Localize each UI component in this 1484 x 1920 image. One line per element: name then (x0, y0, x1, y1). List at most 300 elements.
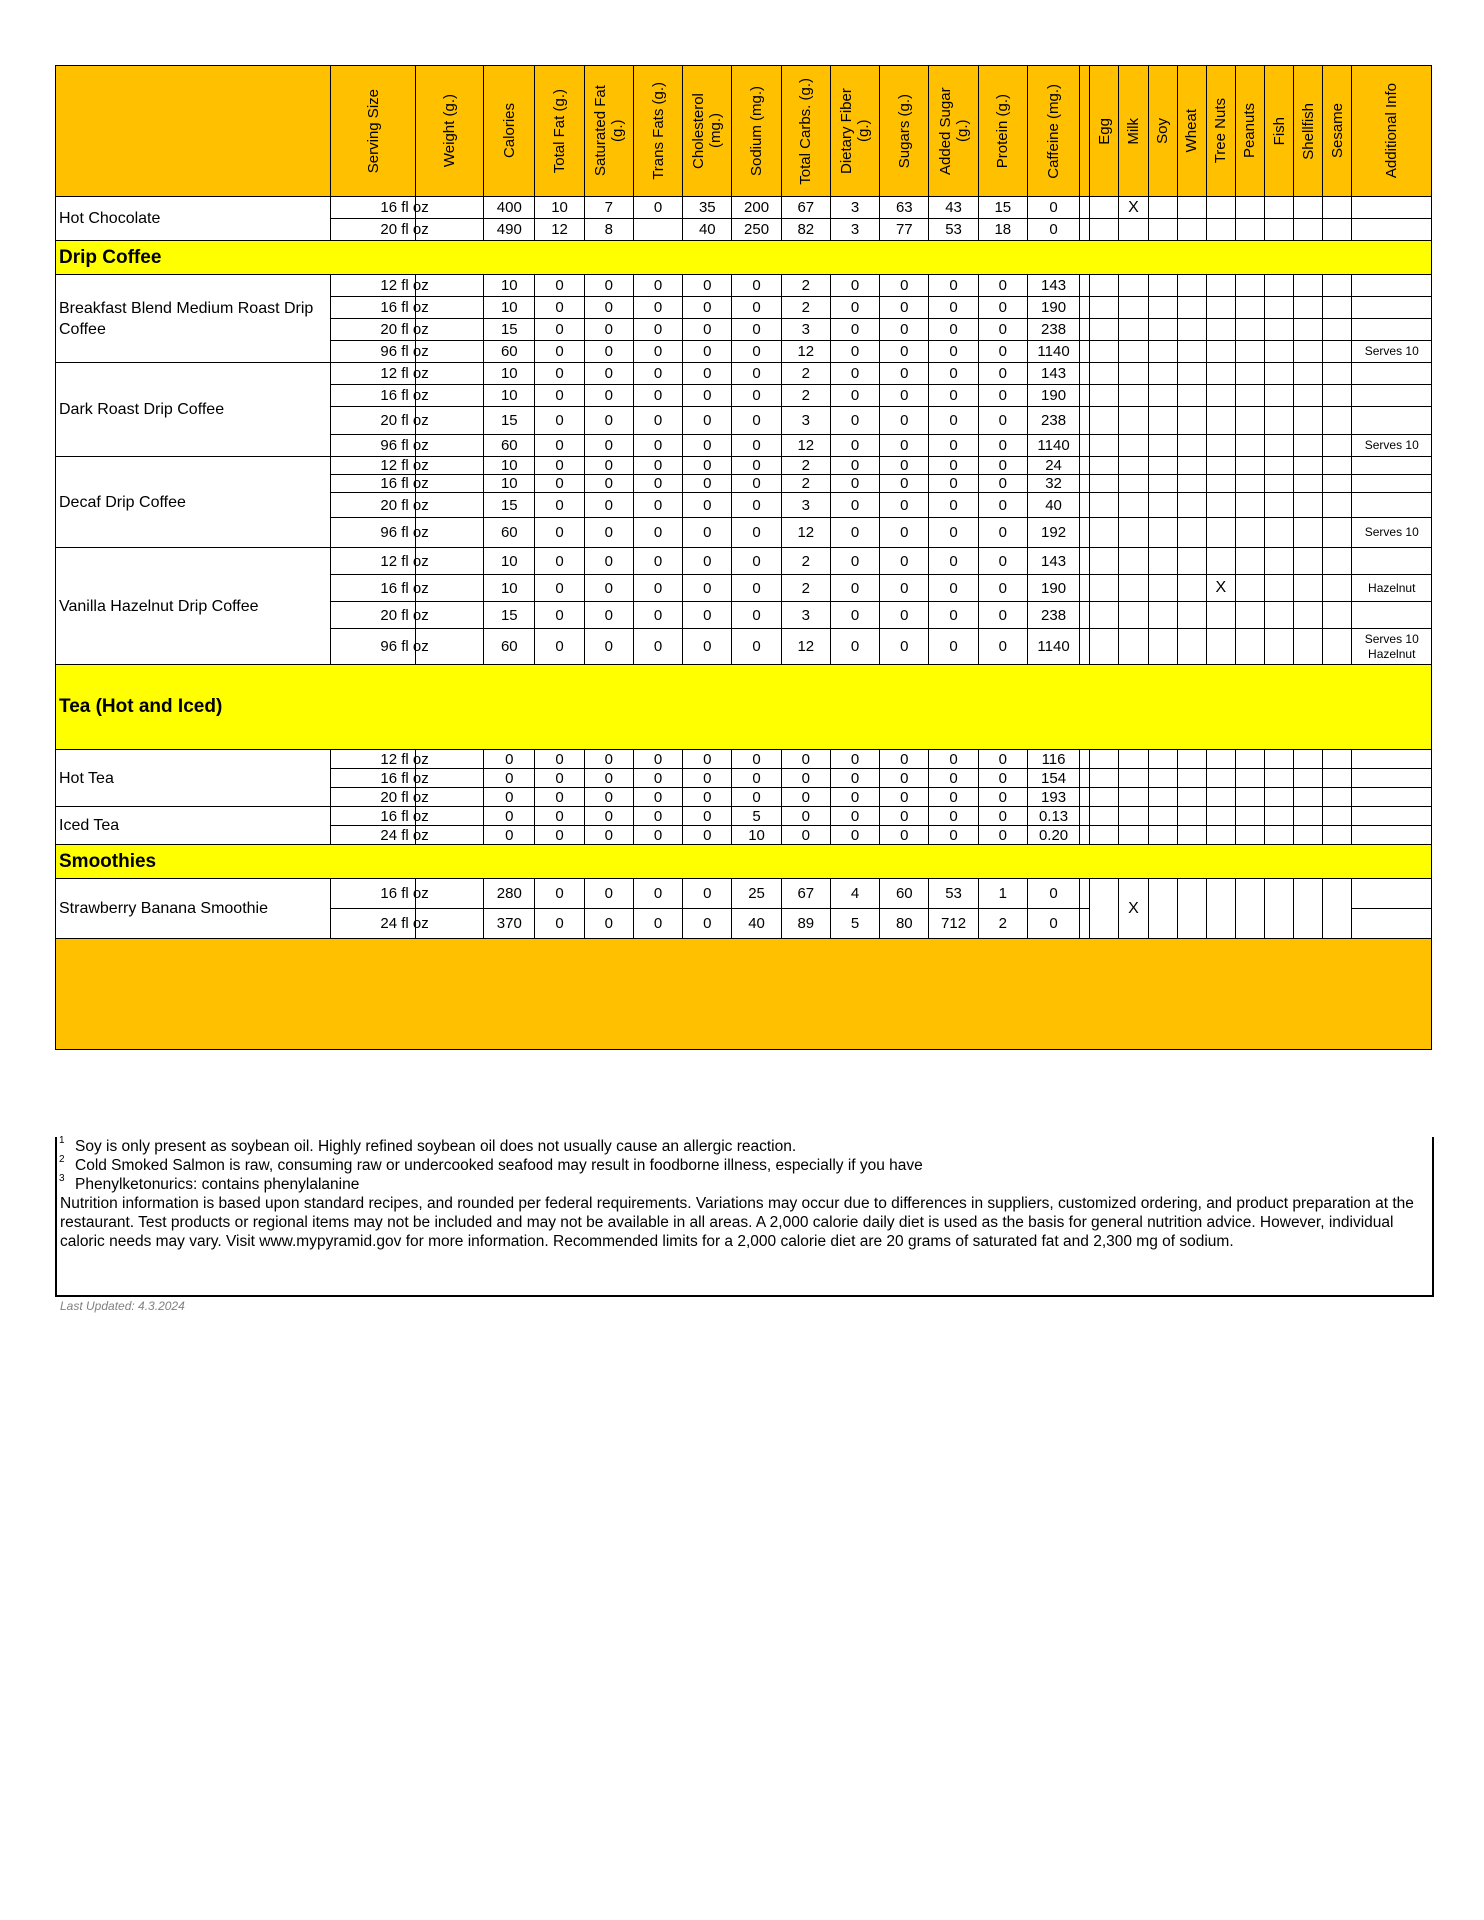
allergen-soy (1148, 407, 1177, 435)
cell-chol: 0 (683, 457, 732, 475)
cell-sod: 0 (732, 319, 781, 341)
cell-carb: 2 (781, 275, 830, 297)
allergen-soy (1148, 363, 1177, 385)
cell-chol: 0 (683, 407, 732, 435)
allergen-egg (1090, 879, 1119, 939)
product-name: Dark Roast Drip Coffee (56, 363, 331, 457)
cell-cal: 60 (484, 518, 535, 548)
cell-fib: 0 (830, 275, 879, 297)
footnote-2 (57, 1156, 1432, 1175)
allergen-shellfish (1294, 457, 1323, 475)
cell-caf: 24 (1027, 457, 1079, 475)
cell-sat: 0 (584, 788, 633, 807)
allergen-wheat (1177, 319, 1206, 341)
spacer-cell (1080, 493, 1090, 518)
footnote-1-text: Soy is only present as soybean oil. Highly refined soybean oil does not usually cause an allergic reaction. (75, 1138, 797, 1155)
allergen-milk (1119, 407, 1148, 435)
orange-band (56, 939, 1432, 1050)
cell-add: 0 (929, 629, 978, 665)
footnote-1 (57, 1137, 1432, 1156)
allergen-peanuts (1235, 297, 1264, 319)
allergen-treenuts (1206, 548, 1235, 575)
cell-chol: 0 (683, 575, 732, 602)
cell-sat: 0 (584, 493, 633, 518)
allergen-wheat (1177, 493, 1206, 518)
cell-fat: 0 (535, 297, 584, 319)
allergen-fish (1265, 548, 1294, 575)
cell-sat: 0 (584, 575, 633, 602)
allergen-shellfish (1294, 197, 1323, 219)
cell-add: 0 (929, 341, 978, 363)
cell-pro: 2 (978, 909, 1027, 939)
allergen-treenuts (1206, 493, 1235, 518)
cell-sod: 0 (732, 407, 781, 435)
cell-carb: 2 (781, 385, 830, 407)
cell-fib: 5 (830, 909, 879, 939)
cell-pro: 0 (978, 769, 1027, 788)
cell-add: 0 (929, 602, 978, 629)
cell-add: 0 (929, 475, 978, 493)
cell-trans: 0 (633, 807, 682, 826)
allergen-shellfish (1294, 341, 1323, 363)
additional-info-cell (1352, 909, 1432, 939)
allergen-milk (1119, 319, 1148, 341)
orange-band-row (56, 939, 1432, 1050)
allergen-fish (1265, 275, 1294, 297)
cell-sat: 0 (584, 602, 633, 629)
cell-caf: 154 (1027, 769, 1079, 788)
allergen-wheat (1177, 548, 1206, 575)
allergen-egg (1090, 219, 1119, 241)
allergen-peanuts (1235, 475, 1264, 493)
cell-trans: 0 (633, 319, 682, 341)
cell-trans: 0 (633, 788, 682, 807)
allergen-sesame (1323, 435, 1352, 457)
cell-add: 0 (929, 319, 978, 341)
allergen-egg (1090, 407, 1119, 435)
allergen-sesame (1323, 407, 1352, 435)
cell-cal: 15 (484, 602, 535, 629)
cell-fib: 0 (830, 475, 879, 493)
product-name: Vanilla Hazelnut Drip Coffee (56, 548, 331, 665)
table-row (56, 275, 1432, 297)
allergen-treenuts (1206, 385, 1235, 407)
allergen-milk (1119, 363, 1148, 385)
cell-cal: 15 (484, 493, 535, 518)
cell-sod: 10 (732, 826, 781, 845)
allergen-shellfish (1294, 548, 1323, 575)
allergen-treenuts (1206, 297, 1235, 319)
allergen-wheat (1177, 385, 1206, 407)
allergen-egg (1090, 297, 1119, 319)
allergen-wheat (1177, 475, 1206, 493)
cell-cal: 10 (484, 297, 535, 319)
cell-pro: 0 (978, 341, 1027, 363)
serving-size-cell: 16 fl oz (331, 197, 415, 219)
allergen-milk (1119, 629, 1148, 665)
allergen-fish (1265, 807, 1294, 826)
section-row-tea (56, 665, 1432, 750)
cell-cal: 400 (484, 197, 535, 219)
cell-chol: 0 (683, 826, 732, 845)
cell-cal: 15 (484, 407, 535, 435)
cell-fib: 0 (830, 548, 879, 575)
cell-chol: 40 (683, 219, 732, 241)
allergen-wheat (1177, 197, 1206, 219)
allergen-soy (1148, 879, 1177, 939)
table-row (56, 807, 1432, 826)
cell-sug: 0 (880, 629, 929, 665)
cell-chol: 35 (683, 197, 732, 219)
allergen-fish (1265, 341, 1294, 363)
allergen-treenuts (1206, 750, 1235, 769)
col-sesame: Sesame (1323, 66, 1352, 197)
allergen-sesame (1323, 297, 1352, 319)
allergen-treenuts (1206, 197, 1235, 219)
allergen-soy (1148, 788, 1177, 807)
serving-size-cell: 24 fl oz (331, 909, 415, 939)
cell-carb: 2 (781, 548, 830, 575)
cell-fib: 0 (830, 518, 879, 548)
cell-trans: 0 (633, 629, 682, 665)
cell-add: 0 (929, 788, 978, 807)
cell-sat: 0 (584, 807, 633, 826)
cell-fib: 0 (830, 493, 879, 518)
cell-caf: 190 (1027, 575, 1079, 602)
cell-sod: 0 (732, 769, 781, 788)
cell-add: 0 (929, 407, 978, 435)
cell-caf: 32 (1027, 475, 1079, 493)
allergen-wheat (1177, 457, 1206, 475)
cell-fib: 0 (830, 407, 879, 435)
cell-carb: 2 (781, 475, 830, 493)
serving-size-cell: 16 fl oz (331, 807, 415, 826)
cell-fat: 0 (535, 493, 584, 518)
cell-sod: 0 (732, 457, 781, 475)
cell-pro: 0 (978, 629, 1027, 665)
allergen-sesame (1323, 548, 1352, 575)
cell-sod: 0 (732, 548, 781, 575)
allergen-shellfish (1294, 435, 1323, 457)
allergen-peanuts (1235, 807, 1264, 826)
allergen-shellfish (1294, 602, 1323, 629)
cell-caf: 238 (1027, 602, 1079, 629)
cell-fat: 0 (535, 363, 584, 385)
spacer-cell (1080, 363, 1090, 385)
footnote-2-marker: 2 (59, 1154, 65, 1165)
product-name: Strawberry Banana Smoothie (56, 879, 331, 939)
allergen-treenuts: X (1206, 575, 1235, 602)
cell-sat: 0 (584, 407, 633, 435)
cell-sat: 0 (584, 457, 633, 475)
cell-fib: 4 (830, 879, 879, 909)
cell-sat: 0 (584, 909, 633, 939)
cell-pro: 15 (978, 197, 1027, 219)
cell-caf: 1140 (1027, 341, 1079, 363)
additional-info-cell (1352, 769, 1432, 788)
allergen-wheat (1177, 575, 1206, 602)
cell-chol: 0 (683, 435, 732, 457)
cell-cal: 280 (484, 879, 535, 909)
header-blank (56, 66, 331, 197)
allergen-milk (1119, 575, 1148, 602)
cell-sug: 0 (880, 788, 929, 807)
cell-sat: 0 (584, 341, 633, 363)
allergen-egg (1090, 750, 1119, 769)
col-caffeine: Caffeine (mg.) (1027, 66, 1079, 197)
cell-pro: 0 (978, 457, 1027, 475)
spacer-cell (1080, 319, 1090, 341)
cell-chol: 0 (683, 475, 732, 493)
cell-chol: 0 (683, 275, 732, 297)
cell-caf: 0 (1027, 909, 1079, 939)
allergen-soy (1148, 575, 1177, 602)
cell-fat: 0 (535, 457, 584, 475)
spacer-cell (1080, 518, 1090, 548)
cell-sat: 0 (584, 750, 633, 769)
cell-sug: 0 (880, 602, 929, 629)
allergen-sesame (1323, 518, 1352, 548)
footnote-3-marker: 3 (59, 1173, 65, 1184)
cell-fat: 0 (535, 750, 584, 769)
allergen-soy (1148, 457, 1177, 475)
cell-sat: 0 (584, 629, 633, 665)
cell-sod: 0 (732, 297, 781, 319)
allergen-milk (1119, 341, 1148, 363)
allergen-treenuts (1206, 518, 1235, 548)
product-name: Hot Chocolate (56, 197, 331, 241)
allergen-wheat (1177, 219, 1206, 241)
allergen-milk (1119, 518, 1148, 548)
allergen-sesame (1323, 475, 1352, 493)
cell-fat: 0 (535, 407, 584, 435)
allergen-milk (1119, 548, 1148, 575)
additional-info-cell (1352, 407, 1432, 435)
additional-info-cell (1352, 219, 1432, 241)
cell-sat: 0 (584, 475, 633, 493)
cell-caf: 0.13 (1027, 807, 1079, 826)
allergen-soy (1148, 275, 1177, 297)
cell-carb: 12 (781, 341, 830, 363)
cell-caf: 143 (1027, 363, 1079, 385)
col-wheat: Wheat (1177, 66, 1206, 197)
allergen-soy (1148, 341, 1177, 363)
disclaimer: Nutrition information is based upon standard recipes, and rounded per federal requirements. Variations may occur due to differences in suppliers, customized ordering, and product preparation at the restaurant. Test products or regional items may not be included and may not be available in all areas. A 2,000 calorie daily diet is used as the basis for general nutrition advice. However, individual caloric needs may vary. Visit www.mypyramid.gov for more information. Recommended limits for a 2,000 calorie diet are 20 grams of saturated fat and 2,300 mg of sodium. (60, 1195, 1414, 1250)
cell-sod: 0 (732, 475, 781, 493)
allergen-egg (1090, 319, 1119, 341)
cell-trans: 0 (633, 363, 682, 385)
allergen-soy (1148, 629, 1177, 665)
allergen-peanuts (1235, 548, 1264, 575)
cell-sug: 0 (880, 363, 929, 385)
cell-carb: 0 (781, 807, 830, 826)
cell-caf: 0 (1027, 879, 1079, 909)
cell-trans: 0 (633, 457, 682, 475)
allergen-soy (1148, 807, 1177, 826)
cell-sat: 0 (584, 385, 633, 407)
cell-sat: 7 (584, 197, 633, 219)
cell-sat: 0 (584, 297, 633, 319)
cell-fib: 0 (830, 750, 879, 769)
allergen-shellfish (1294, 275, 1323, 297)
serving-size-cell: 96 fl oz (331, 435, 415, 457)
allergen-egg (1090, 493, 1119, 518)
allergen-egg (1090, 575, 1119, 602)
allergen-milk (1119, 475, 1148, 493)
cell-chol: 0 (683, 602, 732, 629)
allergen-soy (1148, 385, 1177, 407)
allergen-shellfish (1294, 319, 1323, 341)
spacer-cell (1080, 602, 1090, 629)
serving-size-cell: 96 fl oz (331, 518, 415, 548)
cell-carb: 0 (781, 826, 830, 845)
cell-sod: 0 (732, 493, 781, 518)
cell-fib: 0 (830, 319, 879, 341)
allergen-egg (1090, 548, 1119, 575)
cell-carb: 82 (781, 219, 830, 241)
cell-trans: 0 (633, 826, 682, 845)
allergen-sesame (1323, 319, 1352, 341)
allergen-wheat (1177, 807, 1206, 826)
allergen-egg (1090, 769, 1119, 788)
allergen-sesame (1323, 197, 1352, 219)
allergen-fish (1265, 575, 1294, 602)
cell-cal: 60 (484, 629, 535, 665)
cell-sug: 0 (880, 385, 929, 407)
table-row (56, 457, 1432, 475)
cell-sat: 8 (584, 219, 633, 241)
spacer-cell (1080, 385, 1090, 407)
allergen-sesame (1323, 629, 1352, 665)
table-row (56, 197, 1432, 219)
cell-cal: 10 (484, 575, 535, 602)
allergen-wheat (1177, 363, 1206, 385)
cell-caf: 238 (1027, 319, 1079, 341)
cell-sod: 5 (732, 807, 781, 826)
cell-caf: 0 (1027, 197, 1079, 219)
cell-add: 0 (929, 457, 978, 475)
allergen-peanuts (1235, 341, 1264, 363)
allergen-wheat (1177, 826, 1206, 845)
cell-add: 712 (929, 909, 978, 939)
cell-sod: 0 (732, 341, 781, 363)
cell-carb: 12 (781, 518, 830, 548)
allergen-fish (1265, 475, 1294, 493)
col-calories: Calories (484, 66, 535, 197)
cell-cal: 0 (484, 826, 535, 845)
cell-fib: 0 (830, 341, 879, 363)
allergen-fish (1265, 602, 1294, 629)
allergen-egg (1090, 629, 1119, 665)
allergen-peanuts (1235, 493, 1264, 518)
spacer-cell (1080, 197, 1090, 219)
cell-sod: 25 (732, 879, 781, 909)
cell-chol: 0 (683, 629, 732, 665)
allergen-treenuts (1206, 341, 1235, 363)
serving-size-cell: 20 fl oz (331, 219, 415, 241)
cell-sug: 0 (880, 493, 929, 518)
allergen-treenuts (1206, 219, 1235, 241)
cell-fib: 3 (830, 197, 879, 219)
allergen-peanuts (1235, 788, 1264, 807)
cell-pro: 0 (978, 363, 1027, 385)
cell-trans: 0 (633, 879, 682, 909)
cell-pro: 0 (978, 548, 1027, 575)
allergen-peanuts (1235, 197, 1264, 219)
cell-cal: 60 (484, 435, 535, 457)
allergen-soy (1148, 219, 1177, 241)
section-title: Drip Coffee (56, 241, 1432, 275)
footnote-1-marker: 1 (59, 1135, 65, 1146)
allergen-fish (1265, 385, 1294, 407)
cell-sug: 0 (880, 341, 929, 363)
allergen-milk (1119, 826, 1148, 845)
allergen-treenuts (1206, 275, 1235, 297)
allergen-treenuts (1206, 457, 1235, 475)
cell-trans: 0 (633, 769, 682, 788)
serving-size-cell: 20 fl oz (331, 407, 415, 435)
col-spacer (1080, 66, 1090, 197)
cell-sod: 0 (732, 518, 781, 548)
col-serving-size: Serving Size (331, 66, 415, 197)
allergen-wheat (1177, 341, 1206, 363)
cell-fat: 0 (535, 385, 584, 407)
cell-caf: 192 (1027, 518, 1079, 548)
cell-add: 0 (929, 575, 978, 602)
allergen-sesame (1323, 807, 1352, 826)
cell-sod: 0 (732, 602, 781, 629)
cell-caf: 116 (1027, 750, 1079, 769)
product-name: Iced Tea (56, 807, 331, 845)
serving-size-cell: 16 fl oz (331, 879, 415, 909)
allergen-treenuts (1206, 319, 1235, 341)
allergen-peanuts (1235, 219, 1264, 241)
cell-cal: 15 (484, 319, 535, 341)
col-egg: Egg (1090, 66, 1119, 197)
allergen-treenuts (1206, 788, 1235, 807)
allergen-peanuts (1235, 275, 1264, 297)
allergen-sesame (1323, 826, 1352, 845)
cell-add: 0 (929, 297, 978, 319)
allergen-milk (1119, 435, 1148, 457)
cell-trans: 0 (633, 548, 682, 575)
spacer-cell (1080, 750, 1090, 769)
cell-sug: 80 (880, 909, 929, 939)
allergen-wheat (1177, 750, 1206, 769)
allergen-egg (1090, 788, 1119, 807)
cell-fat: 0 (535, 629, 584, 665)
additional-info-cell: Hazelnut (1352, 575, 1432, 602)
additional-info-cell (1352, 807, 1432, 826)
allergen-egg (1090, 385, 1119, 407)
col-tree-nuts: Tree Nuts (1206, 66, 1235, 197)
cell-sat: 0 (584, 826, 633, 845)
footnote-2-text: Cold Smoked Salmon is raw, consuming raw or undercooked seafood may result in foodborne illness, especially if you have (75, 1157, 923, 1174)
allergen-soy (1148, 518, 1177, 548)
additional-info-cell (1352, 297, 1432, 319)
allergen-peanuts (1235, 575, 1264, 602)
table-row (56, 750, 1432, 769)
allergen-sesame (1323, 457, 1352, 475)
allergen-shellfish (1294, 475, 1323, 493)
col-peanuts: Peanuts (1235, 66, 1264, 197)
cell-trans: 0 (633, 909, 682, 939)
cell-sug: 0 (880, 518, 929, 548)
allergen-fish (1265, 219, 1294, 241)
cell-add: 0 (929, 807, 978, 826)
allergen-milk (1119, 807, 1148, 826)
cell-fat: 0 (535, 548, 584, 575)
